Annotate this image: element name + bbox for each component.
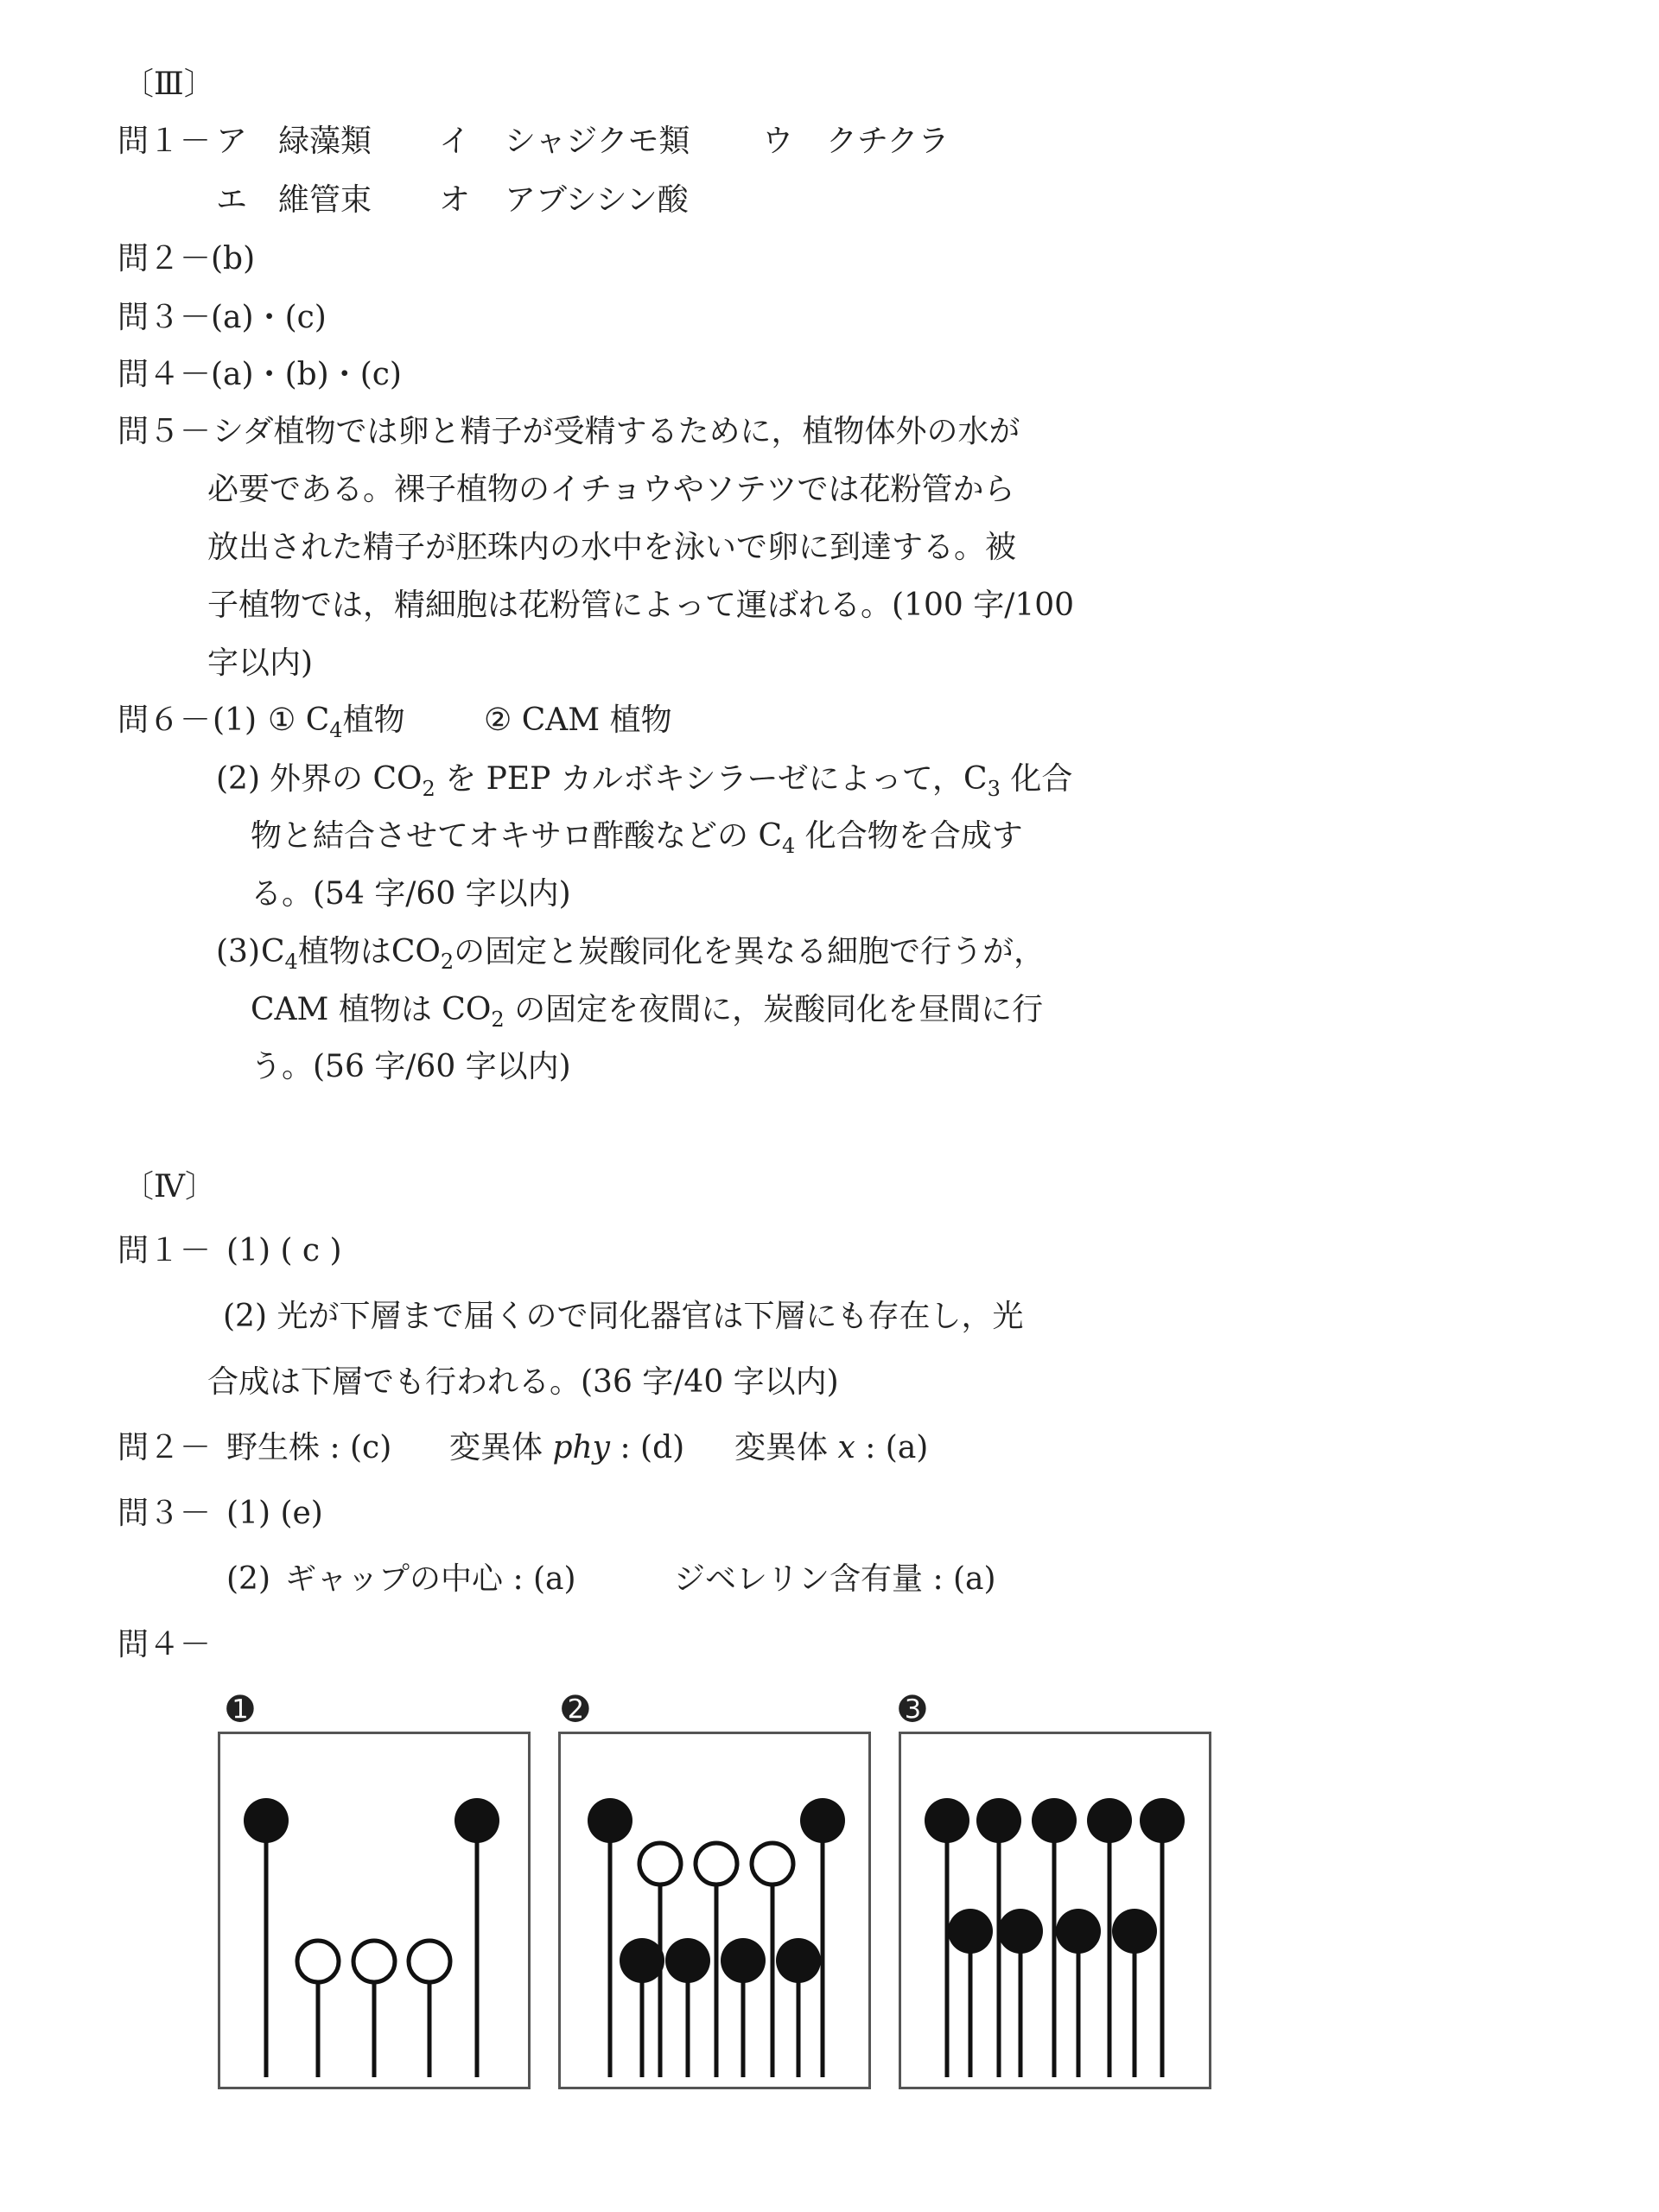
open-crown [353,1941,395,1982]
s4-q1-part1: (1) ( c ) [226,1233,342,1268]
filled-crown [998,1909,1043,1954]
s4-q2-phy: 変異体 phy : (d) [449,1430,685,1465]
q3-answer: 問３－(a)・(c) [118,300,327,335]
filled-crown [1087,1798,1132,1843]
q1-item-key: ア [216,124,248,159]
s4-q2-label: 問２－ [118,1430,212,1465]
open-crown [752,1843,793,1885]
q6-part1-answer-b: ② CAM 植物 [484,702,672,738]
s4-q1-part2-line: 合成は下層でも行われる。(36 字/40 字以内) [207,1364,839,1400]
s4-q1-label: 問１－ [118,1233,212,1268]
q1-item-text: アブシシン酸 [505,182,689,218]
q5-line: 字以内) [207,645,314,681]
s4-q3-label: 問３－ [118,1496,212,1531]
q5-label: 問５－ [118,414,212,449]
filled-crown [776,1938,821,1983]
section-4-header: 〔Ⅳ〕 [123,1169,216,1205]
panel-1-svg [220,1734,533,2092]
diagram-panel-3 [899,1732,1211,2089]
q1-item-text: シャジクモ類 [505,124,690,159]
filled-crown [948,1909,993,1954]
filled-crown [588,1798,632,1843]
panel-label-1: ➊ [226,1690,254,1728]
filled-crown [925,1798,969,1843]
panel-2-svg [561,1734,874,2092]
q4-answer: 問４－(a)・(b)・(c) [118,357,402,392]
q1-item-key: ウ [762,124,794,159]
filled-crown [800,1798,845,1843]
q6-part2-line: る。(54 字/60 字以内) [251,876,571,912]
q1-label: 問１－ [118,124,212,159]
filled-crown [721,1938,766,1983]
diagram-panel-2 [558,1732,871,2089]
s4-q1-part2-line: (2) 光が下層まで届くので同化器官は下層にも存在し，光 [223,1299,1024,1334]
s4-q3-part2-b: ジベレリン含有量 : (a) [674,1561,996,1597]
q5-line: シダ植物では卵と精子が受精するために，植物体外の水が [213,414,1020,449]
q6-part2-line: 外界の $CO_2$ を PEP カルボキシラーゼによって，$C_3$ 化合 [270,761,1073,801]
q6-part1-answer-a: ① $C_4$植物 [268,702,405,742]
q1-item-text: 緑藻類 [278,124,372,159]
q1-item-key: イ [439,124,471,159]
panel-label-3: ➌ [899,1690,926,1728]
s4-q3-part2-num: (2) [226,1561,270,1597]
filled-crown [1056,1909,1101,1954]
q2-answer: 問２－(b) [118,241,256,276]
q1-item-text: 維管束 [278,182,372,218]
q1-item-text: クチクラ [826,124,950,159]
q6-part3-line: $C_4$植物は$CO_2$の固定と炭酸同化を異なる細胞で行うが， [261,934,1046,974]
q6-part3-num: (3) [216,934,260,969]
filled-crown [1032,1798,1077,1843]
panel-label-2: ➋ [562,1690,589,1728]
open-crown [297,1941,339,1982]
q5-line: 子植物では，精細胞は花粉管によって運ばれる。(100 字/100 [207,588,1075,623]
q6-label: 問６－ [118,702,212,738]
s4-q2-wild: 野生株 : (c) [226,1430,392,1465]
open-crown [409,1941,450,1982]
panel-3-svg [901,1734,1214,2092]
q6-part3-line: CAM 植物は $CO_2$ の固定を夜間に，炭酸同化を昼間に行 [251,992,1044,1032]
open-crown [639,1843,681,1885]
q5-line: 放出された精子が胚珠内の水中を泳いで卵に到達する。被 [207,530,1017,565]
filled-crown [1112,1909,1157,1954]
filled-crown [244,1798,289,1843]
q1-item-key: オ [439,182,471,218]
diagram-panel-1 [218,1732,531,2089]
s4-q3-part1: (1) (e) [226,1496,323,1531]
q1-item-key: エ [216,182,248,218]
filled-crown [976,1798,1021,1843]
filled-crown [1140,1798,1185,1843]
q6-part2-num: (2) [216,761,260,797]
filled-crown [454,1798,499,1843]
section-3-header: 〔Ⅲ〕 [123,67,215,102]
filled-crown [620,1938,664,1983]
s4-q3-part2-a: ギャップの中心 : (a) [285,1561,576,1597]
open-crown [696,1843,737,1885]
s4-q4-label: 問４－ [118,1627,212,1662]
s4-q2-x: 変異体 x : (a) [734,1430,929,1465]
q5-line: 必要である。裸子植物のイチョウやソテツでは花粉管から [207,472,1015,507]
filled-crown [665,1938,710,1983]
q6-part1-num: (1) [213,702,257,738]
q6-part2-line: 物と結合させてオキサロ酢酸などの $C_4$ 化合物を合成す [251,818,1023,858]
q6-part3-line: う。(56 字/60 字以内) [251,1049,571,1084]
